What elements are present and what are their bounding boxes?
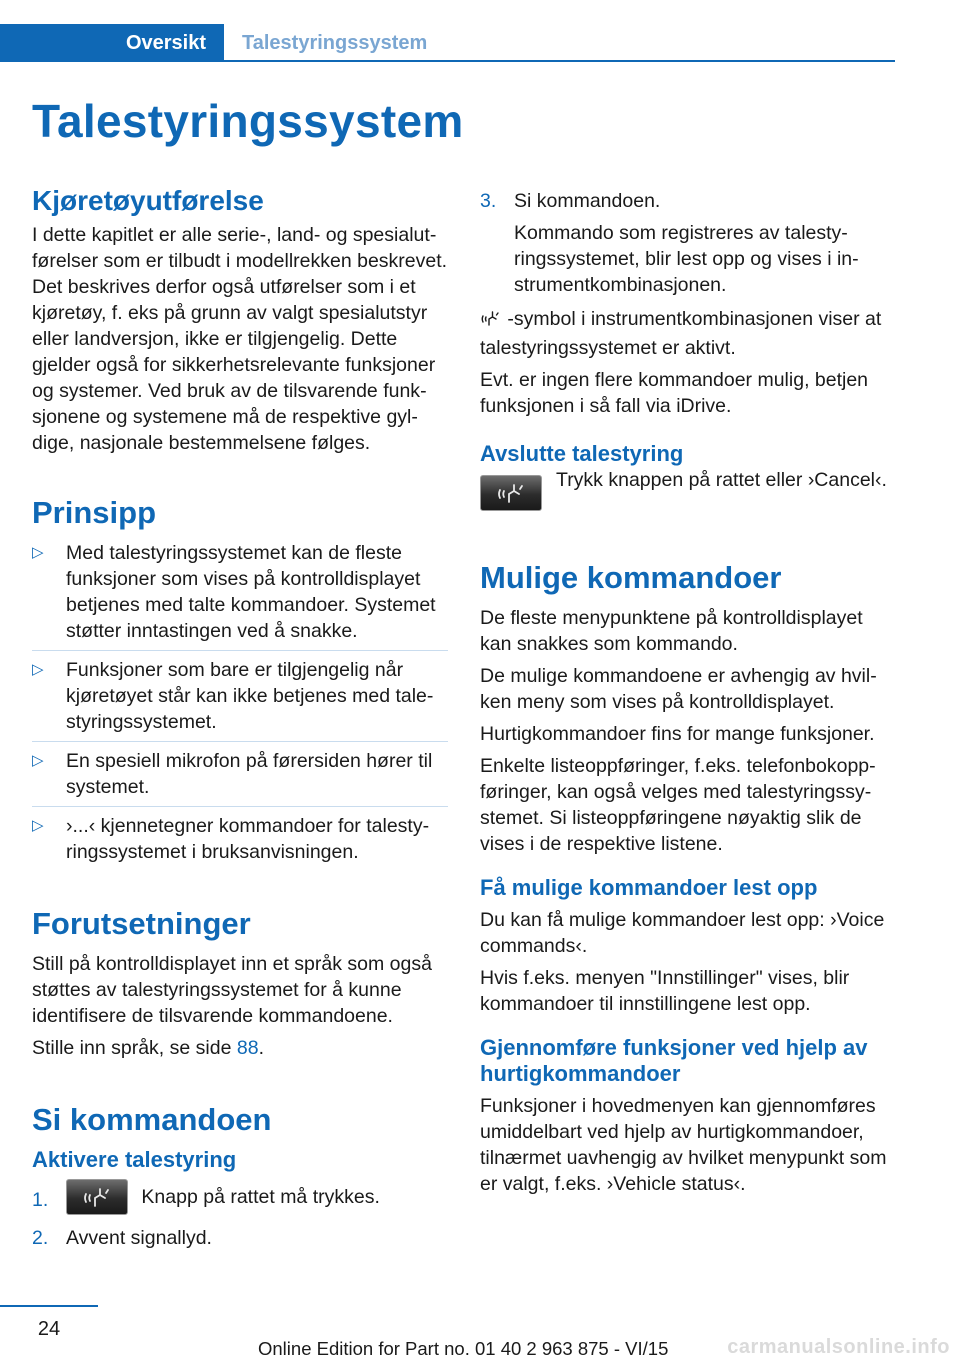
page-link-88[interactable]: 88 [236, 1037, 259, 1059]
ref-suffix: . [258, 1037, 264, 1059]
mulige-p4: Enkelte listeoppføringer, f.eks. telefonbokoppføringer, kan også velges med talestyringssystemet. Si listeoppføringene nøyaktig slik de vises i de respektive listene. [480, 755, 876, 855]
ref-prefix: Stille inn språk, se side [32, 1037, 237, 1059]
mulige-p2: De mulige kommandoene er avhengig av hvilken meny som vises på kontrolldisplayet. [480, 665, 877, 713]
edition-text: Online Edition for Part no. 01 40 2 963 875 - VI/15 [258, 1338, 669, 1359]
heading-kjoretoyutforelse: Kjøretøyutførelse [32, 185, 264, 216]
triangle-bullet-icon: ▷ [32, 752, 44, 769]
list-item [32, 748, 448, 800]
list-item [32, 540, 448, 644]
triangle-bullet-icon: ▷ [32, 661, 44, 678]
forutsetninger-text: Still på kontrolldisplayet inn et språk som også støttes av talestyringssystemet for å kunne identifisere de tilsvarende kommandoene. [32, 953, 432, 1027]
step-text: Avvent signallyd. [66, 1227, 212, 1249]
avslutte-row [480, 469, 895, 513]
heading-gjennomfore: Gjennomføre funksjoner ved hjelp av hurtigkommandoer [480, 1035, 868, 1086]
step-text: Kommando som registreres av talestyringssystemet, blir lest opp og vises i instrumentkombinasjonen. [514, 222, 859, 296]
kjoretoy-text: I dette kapitlet er alle serie-, land- og spesialutførelser som er tilbudt i modellrekken beskrevet. Det beskrives derfor også utførelser som i et kjøretøy, f. eks på grunn av valgt spesialutstyr eller landversjon, ikke er tilgjengelig. Dette gjelder også for sikkerhetsrelevante funksjoner og systemer. Ved bruk av de tilsvarende funksjonene og systemene må de respektive gyldige, nasjonale bestemmelsene følges. [32, 224, 448, 454]
list-item [480, 188, 895, 298]
heading-mulige-kommandoer: Mulige kommandoer [480, 560, 782, 595]
bullet-text: Funksjoner som bare er tilgjengelig når kjøretøyet står kan ikke betjenes med talestyringssystemet. [66, 659, 434, 733]
page-title: Talestyringssystem [32, 95, 464, 147]
footer-rule [0, 1305, 98, 1307]
page-number: 24 [37, 1318, 61, 1340]
list-item [32, 813, 448, 865]
header-rule [224, 60, 895, 62]
bullet-text: ›...‹ kjennetegner kommandoer for talestyringssystemet i bruksanvisningen. [66, 815, 430, 863]
divider [32, 806, 448, 807]
mulige-p3: Hurtigkommandoer fins for mange funksjoner. [480, 723, 875, 745]
triangle-bullet-icon: ▷ [32, 817, 44, 834]
tab-oversikt[interactable]: Oversikt [0, 24, 224, 62]
heading-lest-opp: Få mulige kommandoer lest opp [480, 875, 818, 900]
list-item [32, 657, 448, 735]
left-column [32, 184, 448, 1257]
heading-si-kommandoen: Si kommandoen [32, 1102, 272, 1137]
symbol-text [480, 306, 895, 361]
divider [32, 741, 448, 742]
avslutte-text: Trykk knappen på rattet eller ›Cancel‹. [556, 469, 887, 491]
forutsetninger-ref [32, 1035, 448, 1061]
bullet-text: Med talestyringssystemet kan de fleste funksjoner som vises på kontrolldisplayet betjenes med talte kommandoer. Systemet støtter inntastingen ved å snakke. [66, 542, 436, 642]
list-item [32, 1225, 448, 1251]
lest-opp-p2: Hvis f.eks. menyen "Innstillinger" vises, blir kommandoer til innstillingene lest opp. [480, 967, 850, 1015]
triangle-bullet-icon: ▷ [32, 544, 44, 561]
lest-opp-p1: Du kan få mulige kommandoer lest opp: ›Voice commands‹. [480, 909, 885, 957]
right-column [480, 188, 895, 1203]
step-number: 2. [32, 1227, 49, 1249]
mulige-p1: De fleste menypunktene på kontrolldisplayet kan snakkes som kommando. [480, 607, 863, 655]
voice-symbol-icon [480, 309, 502, 335]
step-number: 1. [32, 1189, 49, 1211]
list-item [32, 1179, 448, 1219]
gjennomfore-p1: Funksjoner i hovedmenyen kan gjennomføres umiddelbart ved hjelp av hurtigkommandoer, tilnærmet uavhengig av hvilket menypunkt som er valgt, f.eks. ›Vehicle status‹. [480, 1095, 887, 1195]
bullet-text: En spesiell mikrofon på førersiden hører til systemet. [66, 750, 433, 798]
step-title: Si kommandoen. [514, 190, 661, 212]
symbol-description: -symbol i instrumentkombinasjonen viser at talestyringssystemet er aktivt. [480, 308, 882, 359]
divider [32, 650, 448, 651]
header-tabs [0, 24, 895, 62]
heading-avslutte-talestyring: Avslutte talestyring [480, 441, 684, 466]
step-number: 3. [480, 190, 497, 212]
tab-talestyringssystem[interactable]: Talestyringssystem [242, 31, 428, 54]
voice-command-button-icon [480, 475, 542, 511]
step-text: Knapp på rattet må trykkes. [141, 1186, 380, 1208]
evt-text: Evt. er ingen flere kommandoer mulig, betjen funksjonen i så fall via iDrive. [480, 369, 869, 417]
heading-aktivere-talestyring: Aktivere talestyring [32, 1147, 237, 1172]
watermark: carmanualsonline.info [727, 1336, 950, 1358]
heading-prinsipp: Prinsipp [32, 495, 157, 530]
heading-forutsetninger: Forutsetninger [32, 906, 251, 941]
voice-command-button-icon [66, 1179, 128, 1215]
